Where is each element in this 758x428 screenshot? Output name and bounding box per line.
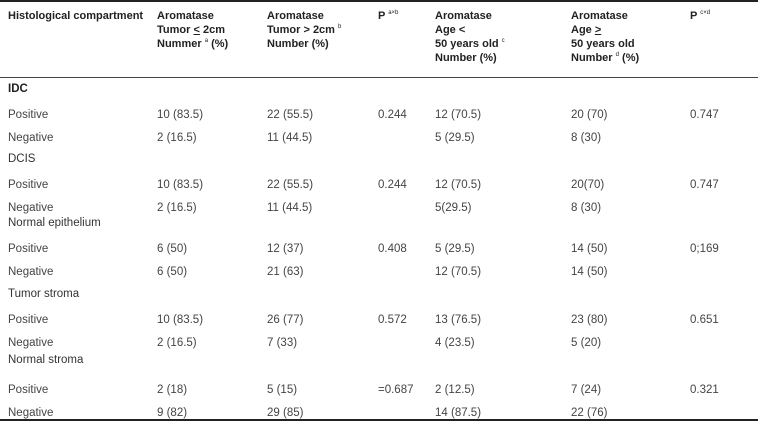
table-cell: 14 (87.5) [435,407,482,419]
row-label: Positive [8,109,49,121]
table-cell: 5 (15) [267,384,298,396]
header-histological-compartment: Histological compartment [8,10,144,22]
section-title: Tumor stroma [8,288,80,300]
table-cell: 20 (70) [571,109,608,121]
table-cell: 10 (83.5) [157,109,204,121]
table-cell: 20(70) [571,179,605,191]
table-cell: 0.244 [378,179,407,191]
table-cell: 0.651 [690,314,719,326]
table-cell: 0.408 [378,243,407,255]
table-cell: 8 (30) [571,132,602,144]
table-cell: 23 (80) [571,314,608,326]
row-label: Positive [8,243,49,255]
table-cell: 5 (29.5) [435,132,475,144]
table-cell: 12 (37) [267,243,304,255]
header-p-axb: P $^{a\times b}$ [378,10,399,22]
table-cell: =0.687 [378,384,414,396]
table-cell: 22 (55.5) [267,179,314,191]
table-cell: 5 (20) [571,337,602,349]
table-cell: 12 (70.5) [435,179,482,191]
section-title: Normal epithelium [8,217,101,229]
table-cell: 6 (50) [157,243,188,255]
table-cell: 2 (18) [157,384,188,396]
header-tumor-le-2cm: Aromatase Tumor < 2cm Nummer $^a$ (%) [157,10,229,50]
table-row [0,201,758,223]
table-cell: 2 (12.5) [435,384,475,396]
table-cell: 5 (29.5) [435,243,475,255]
table-cell: 13 (76.5) [435,314,482,326]
table-cell: 0;169 [690,243,719,255]
table-cell: 7 (24) [571,384,602,396]
row-label: Positive [8,179,49,191]
table-cell: 0.747 [690,109,719,121]
row-label: Negative [8,407,54,419]
table-cell: 8 (30) [571,202,602,214]
row-label: Negative [8,132,54,144]
table-cell: 6 (50) [157,266,188,278]
table-cell: 12 (70.5) [435,266,482,278]
table-cell: 22 (76) [571,407,608,419]
table-cell: 12 (70.5) [435,109,482,121]
table-cell: 26 (77) [267,314,304,326]
table-row [0,242,758,264]
table-cell: 10 (83.5) [157,314,204,326]
table-row [0,108,758,130]
table-cell: 11 (44.5) [267,202,313,214]
table-cell: 29 (85) [267,407,304,419]
table-cell: 5(29.5) [435,202,472,214]
row-label: Positive [8,314,49,326]
header-age-lt-50: Aromatase Age < 50 years old $^c$ Number (%) [435,10,505,64]
table-cell: 21 (63) [267,266,304,278]
table-cell: 10 (83.5) [157,179,204,191]
table-row [0,406,758,428]
header-tumor-gt-2cm: Aromatase Tumor > 2cm $^b$ Number (%) [267,10,342,50]
table-cell: 9 (82) [157,407,188,419]
table-cell: 2 (16.5) [157,337,197,349]
table-cell: 2 (16.5) [157,202,197,214]
table-cell: 0.321 [690,384,719,396]
row-label: Negative [8,337,54,349]
table-cell: 2 (16.5) [157,132,197,144]
table-cell: 0.244 [378,109,407,121]
row-label: Negative [8,202,54,214]
table-row [0,265,758,287]
table-cell: 14 (50) [571,266,608,278]
table-row [0,178,758,200]
table-row [0,131,758,153]
table-cell: 11 (44.5) [267,132,313,144]
table-cell: 14 (50) [571,243,608,255]
table-row [0,336,758,358]
section-title: DCIS [8,153,36,165]
header-age-ge-50: Aromatase Age > 50 years old Number $^d$ (%) [571,10,640,64]
row-label: Negative [8,266,54,278]
table-row [0,313,758,335]
table-cell: 4 (23.5) [435,337,475,349]
table-cell: 0.572 [378,314,407,326]
table-cell: 22 (55.5) [267,109,314,121]
table-top-rule [0,0,758,2]
table-row [0,383,758,405]
table-cell: 7 (33) [267,337,298,349]
section-title: IDC [8,83,28,95]
header-p-cxd: P $^{c\times d}$ [690,10,711,22]
table-bottom-rule [0,419,758,421]
table-cell: 0.747 [690,179,719,191]
section-title: Normal stroma [8,354,84,366]
row-label: Positive [8,384,49,396]
header-rule [0,77,758,78]
